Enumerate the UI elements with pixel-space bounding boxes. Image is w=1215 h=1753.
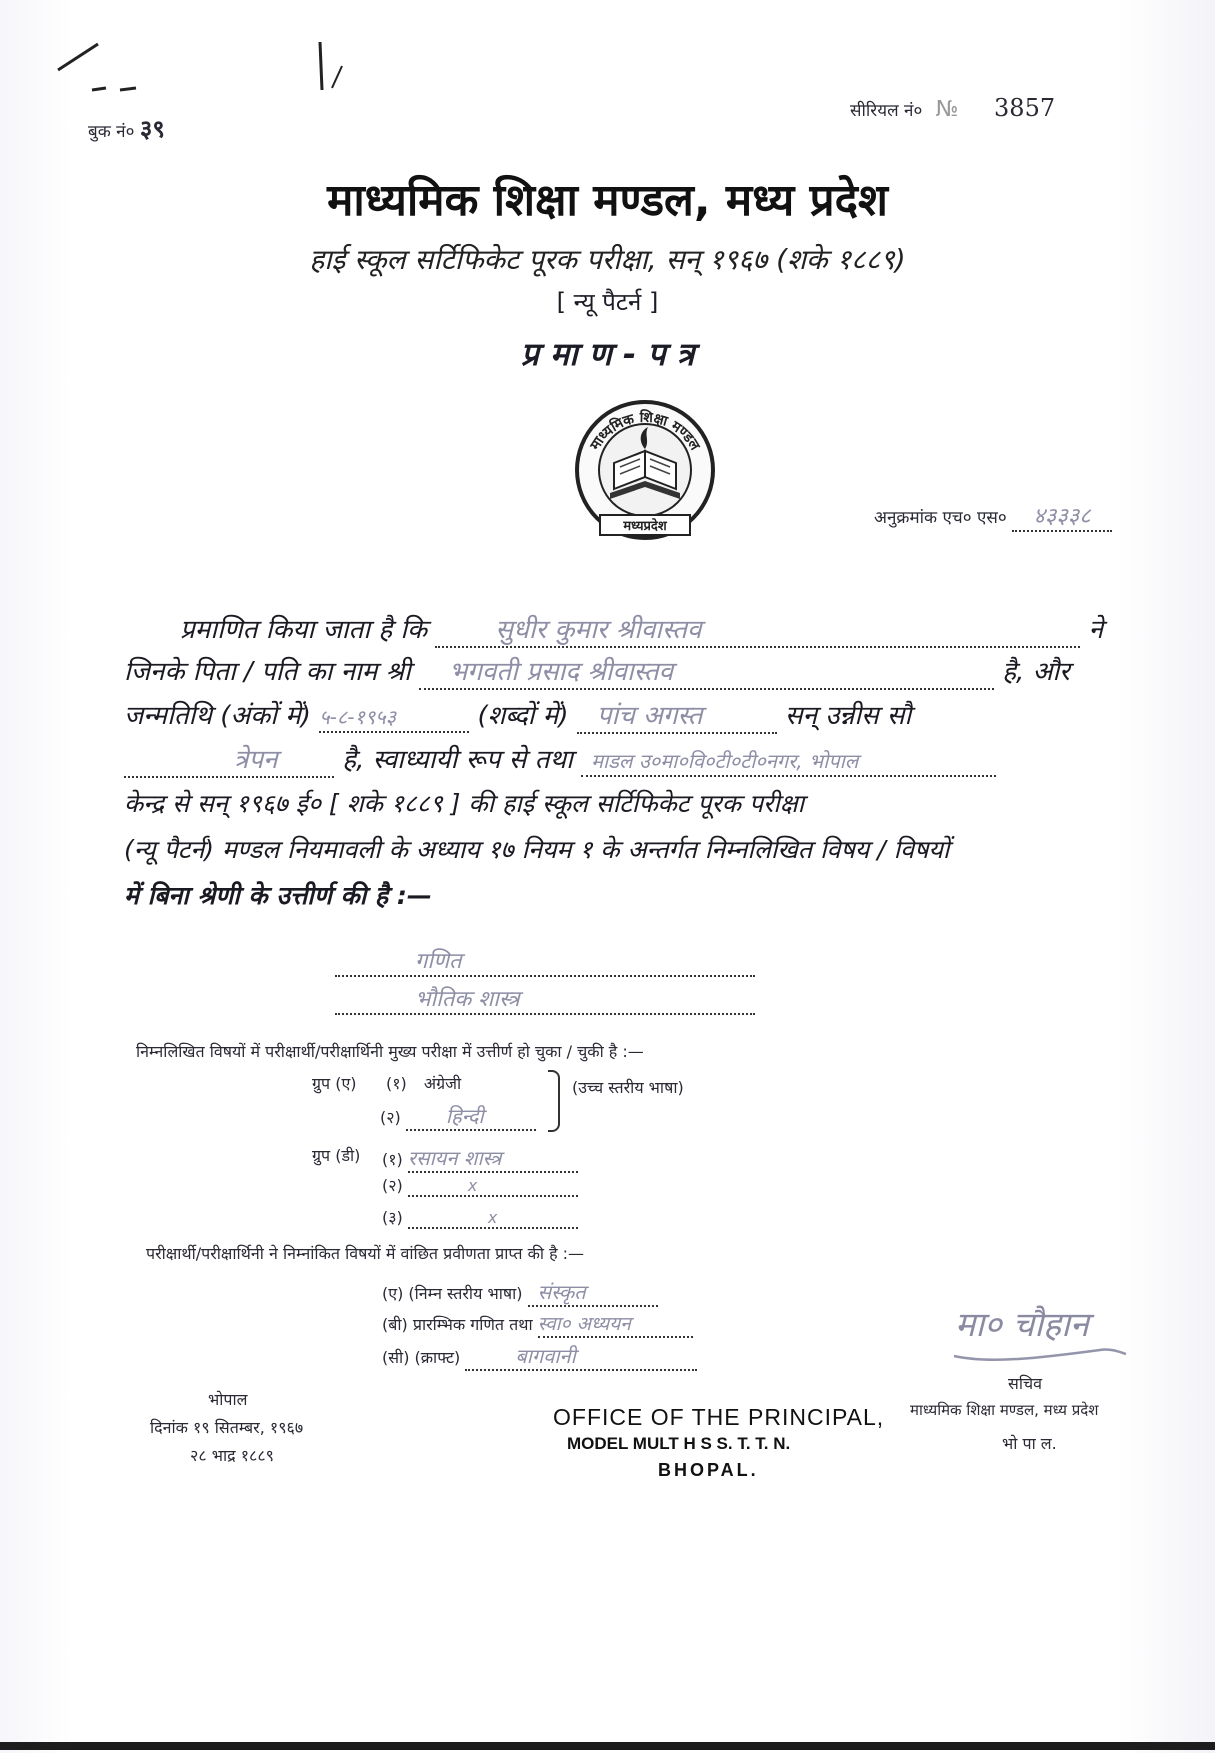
group-d-item-2-field [408, 1176, 578, 1197]
body-line-6: (न्यू पैटर्न) मण्डल नियमावली के अध्याय १७ नियम १ के अन्तर्गत निम्नलिखित विषय / विषयों [124, 835, 950, 864]
secretary-title: सचिव [1008, 1374, 1043, 1393]
dob-digits-field [319, 701, 469, 733]
proficiency-item-a [382, 1278, 658, 1307]
principal-office-stamp-line-3: BHOPAL. [658, 1460, 759, 1480]
roll-number-field [1012, 500, 1112, 532]
dob-year-prefix: सन् उन्नीस सौ [785, 701, 912, 731]
board-name: माध्यमिक शिक्षा मण्डल, मध्य प्रदेश [910, 1401, 1099, 1419]
serial-symbol: № [935, 97, 959, 122]
roll-number-label: अनुक्रमांक एच० एस० [874, 508, 1007, 528]
body-line-2-prefix: जिनके पिता / पति का नाम श्री [124, 657, 411, 687]
group-a-item-2-field [406, 1102, 536, 1131]
group-d-item-2 [382, 1174, 578, 1197]
proficiency-item-c-value: बागवानी [515, 1344, 576, 1368]
dob-digits-label: जन्मतिथि (अंकों में) [124, 701, 311, 731]
book-number-label: बुक नं० [88, 122, 135, 142]
dob-digits: ५-८-१९५३ [319, 705, 397, 729]
passed-subject-1 [335, 945, 755, 977]
body-line-7: में बिना श्रेणी के उत्तीर्ण की है :— [124, 881, 432, 910]
group-d-item-3-field [408, 1208, 578, 1229]
group-d-item-1-value: रसायन शास्त्र [407, 1146, 502, 1170]
candidate-name: सुधीर कुमार श्रीवास्तव [495, 615, 702, 645]
proficiency-item-b-value: स्वा० अध्ययन [537, 1313, 631, 1335]
exam-subtitle: हाई स्कूल सर्टिफिकेट पूरक परीक्षा, सन् १९६७ (शके १८८९) [309, 243, 906, 276]
seal-banner-text: मध्यप्रदेश [623, 519, 667, 534]
proficiency-item-c [382, 1342, 697, 1371]
group-a-item-1 [386, 1072, 461, 1094]
body-line-2 [124, 652, 1070, 690]
book-number [88, 112, 165, 145]
body-line-5: केन्द्र से सन् १९६७ ई० [ शके १८८९ ] की हाई स्कूल सर्टिफिकेट पूरक परीक्षा [124, 789, 805, 818]
proficiency-item-b [382, 1310, 693, 1338]
group-d-item-2-value: x [467, 1176, 478, 1195]
dob-year-words: त्रेपन [234, 745, 278, 775]
board-seal [570, 395, 720, 545]
pattern-label: [ न्यू पैटर्न ] [556, 288, 659, 316]
passed-subject-2-field [335, 983, 755, 1015]
proficiency-item-a-label: (ए) (निम्न स्तरीय भाषा) [382, 1284, 523, 1303]
candidate-name-field [435, 610, 1080, 648]
group-d-item-1-num: (१) [382, 1150, 403, 1169]
place: भोपाल [208, 1390, 248, 1409]
pen-mark-decoration [50, 30, 350, 120]
group-a-item-1-num: (१) [386, 1074, 407, 1093]
father-name-field [419, 652, 994, 690]
body-line-1-suffix: ने [1088, 615, 1104, 645]
board-title: माध्यमिक शिक्षा मण्डल, मध्य प्रदेश [327, 175, 888, 226]
group-d-item-1 [382, 1144, 578, 1173]
main-exam-intro: निम्नलिखित विषयों में परीक्षार्थी/परीक्षार्थिनी मुख्य परीक्षा में उत्तीर्ण हो चुका / चुकी है :— [136, 1042, 644, 1061]
serial-number [850, 94, 1055, 122]
seal-emblem-icon [570, 395, 720, 545]
dob-year-field [124, 740, 334, 778]
principal-office-stamp-line-1: OFFICE OF THE PRINCIPAL, [553, 1404, 885, 1430]
roll-number-value: ४३३३८ [1033, 504, 1091, 529]
proficiency-intro: परीक्षार्थी/परीक्षार्थिनी ने निम्नांकित विषयों में वांछित प्रवीणता प्राप्त की है :— [146, 1244, 585, 1263]
serial-number-value: 3857 [994, 94, 1056, 122]
group-d-item-3-num: (३) [382, 1208, 403, 1227]
group-d-item-3-value: x [487, 1208, 498, 1227]
father-name: भगवती प्रसाद श्रीवास्तव [448, 657, 674, 687]
body-line-3 [124, 696, 911, 734]
group-a-item-1-value: अंग्रेजी [423, 1074, 462, 1093]
group-a-bracket [548, 1070, 560, 1132]
group-a-item-2-num: (२) [380, 1108, 401, 1127]
proficiency-item-a-value: संस्कृत [537, 1280, 586, 1304]
group-a-label: ग्रुप (ए) [312, 1074, 357, 1093]
passed-subject-2-value: भौतिक शास्त्र [415, 987, 520, 1012]
bottom-edge-line [0, 1742, 1215, 1750]
proficiency-item-b-field [538, 1310, 693, 1338]
serial-number-label: सीरियल नं० [850, 101, 923, 121]
exam-centre: माडल उ०मा०वि०टी०टी०नगर, भोपाल [591, 749, 859, 773]
dob-words: पांच अगस्त [596, 701, 703, 731]
proficiency-item-a-field [528, 1278, 658, 1307]
proficiency-item-b-label: (बी) प्रारम्भिक गणित तथा [382, 1315, 533, 1334]
principal-office-stamp-line-2: MODEL MULT H S S. T. T. N. [567, 1434, 791, 1453]
passed-subject-2 [335, 983, 755, 1015]
dob-words-field [577, 696, 777, 734]
body-line-1 [180, 610, 1103, 648]
seal-ring-text: माध्यमिक शिक्षा मण्डल [587, 409, 703, 454]
certificate-heading: प्र मा ण - प त्र [520, 335, 695, 373]
passed-subject-1-field [335, 945, 755, 977]
dob-words-label: (शब्दों में) [477, 701, 569, 731]
issue-date-shaka: २८ भाद्र १८८९ [190, 1446, 274, 1465]
roll-number [874, 500, 1112, 532]
book-number-value: ३९ [139, 115, 165, 143]
group-d-label: ग्रुप (डी) [312, 1146, 361, 1165]
board-city: भो पा ल. [1002, 1434, 1057, 1453]
body-line-1-prefix: प्रमाणित किया जाता है कि [180, 615, 428, 645]
secretary-signature: मा० चौहान [955, 1305, 1089, 1345]
signature-stroke-icon [950, 1330, 1130, 1370]
group-a-note: (उच्च स्तरीय भाषा) [572, 1078, 684, 1097]
group-a-item-2 [380, 1102, 536, 1131]
issue-date: दिनांक १९ सितम्बर, १९६७ [150, 1418, 304, 1437]
body-line-4-middle: है, स्वाध्यायी रूप से तथा [342, 745, 573, 775]
proficiency-item-c-label: (सी) (क्राफ्ट) [382, 1348, 461, 1367]
body-line-4 [124, 740, 996, 778]
group-d-item-1-field [408, 1144, 578, 1173]
group-a-item-2-value: हिन्दी [445, 1104, 484, 1128]
body-line-2-suffix: है, और [1002, 657, 1070, 687]
group-d-item-3 [382, 1206, 578, 1229]
passed-subject-1-value: गणित [415, 949, 462, 974]
centre-field [581, 745, 996, 777]
proficiency-item-c-field [465, 1342, 697, 1371]
group-d-item-2-num: (२) [382, 1176, 403, 1195]
